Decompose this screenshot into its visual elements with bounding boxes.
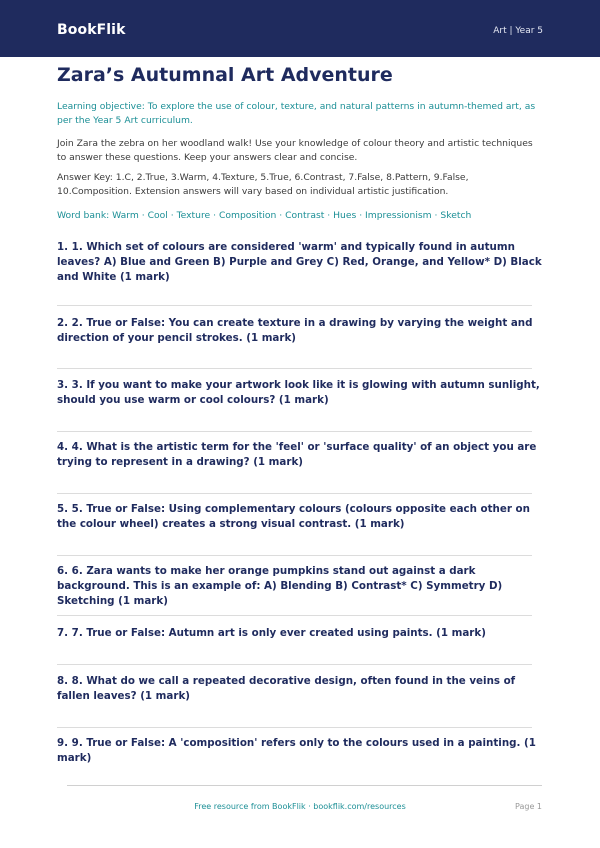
question-8: 8. 8. What do we call a repeated decorative design, often found in the veins of fallen leaves? (1 mark)	[57, 675, 516, 702]
page-number: Page 1	[515, 802, 542, 811]
answer-line-4[interactable]	[57, 493, 532, 494]
answer-line-1[interactable]	[57, 305, 532, 306]
question-9: 9. 9. True or False: A 'composition' refers only to the colours used in a painting. (1 mark)	[57, 737, 536, 764]
subject-year-label: Art | Year 5	[493, 26, 543, 36]
answer-key: Answer Key: 1.C, 2.True, 3.Warm, 4.Texture, 5.True, 6.Contrast, 7.False, 8.Pattern, 9.False, 10.Composition. Extension answers will vary based on individual artistic justification.	[57, 172, 469, 197]
question-3: 3. 3. If you want to make your artwork look like it is glowing with autumn sunlight, should you use warm or cool colours? (1 mark)	[57, 379, 540, 406]
intro-text: Join Zara the zebra on her woodland walk! Use your knowledge of colour theory and artistic techniques to answer these questions. Keep your answers clear and concise.	[57, 138, 533, 163]
footer-divider	[67, 785, 542, 786]
page-header	[0, 0, 600, 57]
answer-line-6[interactable]	[57, 615, 532, 616]
question-5: 5. 5. True or False: Using complementary colours (colours opposite each other on the colour wheel) creates a strong visual contrast. (1 mark)	[57, 503, 530, 530]
answer-line-7[interactable]	[57, 664, 532, 665]
answer-line-2[interactable]	[57, 368, 532, 369]
answer-line-8[interactable]	[57, 727, 532, 728]
answer-line-5[interactable]	[57, 555, 532, 556]
learning-objective: Learning objective: To explore the use of colour, texture, and natural patterns in autumn-themed art, as per the Year 5 Art curriculum.	[57, 101, 536, 126]
page-title: Zara’s Autumnal Art Adventure	[57, 64, 393, 86]
question-7: 7. 7. True or False: Autumn art is only ever created using paints. (1 mark)	[57, 627, 486, 639]
footer-link-text[interactable]: Free resource from BookFlik · bookflik.com/resources	[194, 802, 406, 811]
question-4: 4. 4. What is the artistic term for the 'feel' or 'surface quality' of an object you are trying to represent in a drawing? (1 mark)	[57, 441, 537, 468]
question-6: 6. 6. Zara wants to make her orange pumpkins stand out against a dark background. This is an example of: A) Blending B) Contrast* C) Symmetry D) Sketching (1 mark)	[57, 565, 503, 607]
brand-logo-text[interactable]: BookFlik	[57, 22, 126, 38]
answer-line-3[interactable]	[57, 431, 532, 432]
question-1: 1. 1. Which set of colours are considered 'warm' and typically found in autumn leaves? A) Blue and Green B) Purple and Grey C) Red, Orange, and Yellow* D) Black and White (1 mark)	[57, 241, 542, 283]
word-bank: Word bank: Warm · Cool · Texture · Composition · Contrast · Hues · Impressionism · Sketch	[57, 210, 472, 221]
question-2: 2. 2. True or False: You can create texture in a drawing by varying the weight and direction of your pencil strokes. (1 mark)	[57, 317, 533, 344]
